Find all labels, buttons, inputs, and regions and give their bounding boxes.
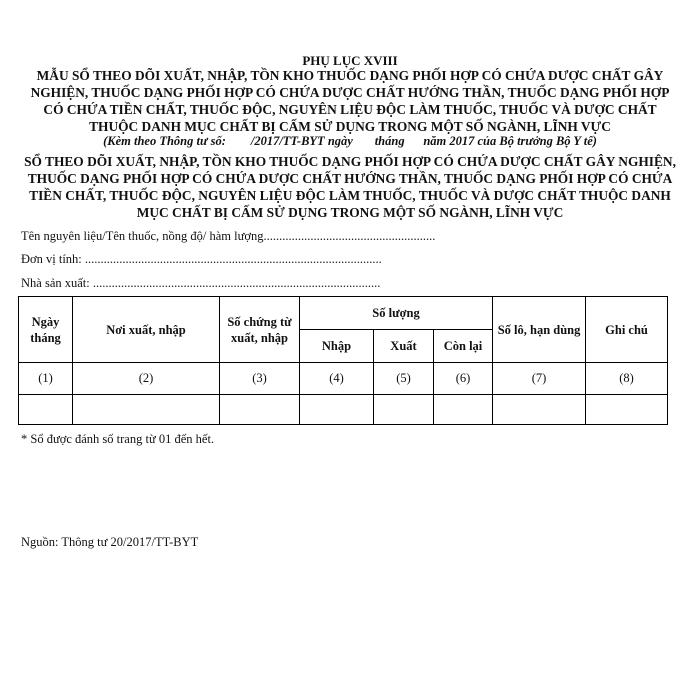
ledger-table xyxy=(18,296,668,425)
table-cell[interactable] xyxy=(300,395,374,425)
column-number: (6) xyxy=(434,363,493,395)
header-export: Xuất xyxy=(374,330,434,363)
column-number: (3) xyxy=(220,363,300,395)
appendix-title: PHỤ LỤC XVIII xyxy=(302,53,398,68)
header-remaining: Còn lại xyxy=(434,330,493,363)
table-cell[interactable] xyxy=(586,395,668,425)
column-number: (8) xyxy=(586,363,668,395)
column-number: (1) xyxy=(19,363,73,395)
header-note: Ghi chú xyxy=(586,297,668,363)
table-cell[interactable] xyxy=(434,395,493,425)
table-cell[interactable] xyxy=(220,395,300,425)
table-cell[interactable] xyxy=(73,395,220,425)
table-cell[interactable] xyxy=(19,395,73,425)
column-number-row xyxy=(19,363,668,395)
form-title: MẪU SỔ THEO DÕI XUẤT, NHẬP, TỒN KHO THUỐC DẠNG PHỐI HỢP CÓ CHỨA DƯỢC CHẤT GÂY NGHIỆN, THUỐC DẠNG PHỐI HỢP CÓ CHỨA DƯỢC CHẤT HƯỚNG THẦN, THUỐC DẠNG PHỐI HỢP CÓ CHỨA TIỀN CHẤT, THUỐC ĐỘC, NGUYÊN LIỆU ĐỘC LÀM THUỐC, THUỐC VÀ DƯỢC CHẤT THUỘC DANH MỤC CHẤT BỊ CẤM SỬ DỤNG TRONG MỘT SỐ NGÀNH, LĨNH VỰC xyxy=(30,68,670,134)
table-cell[interactable] xyxy=(493,395,586,425)
column-number: (7) xyxy=(493,363,586,395)
ingredient-field[interactable]: Tên nguyên liệu/Tên thuốc, nồng độ/ hàm lượng....................................................... xyxy=(21,229,436,243)
table-row xyxy=(19,395,668,425)
column-number: (5) xyxy=(374,363,434,395)
header-date: Ngày tháng xyxy=(19,297,73,363)
header-import: Nhập xyxy=(300,330,374,363)
header-lot: Số lô, hạn dùng xyxy=(493,297,586,363)
column-number: (2) xyxy=(73,363,220,395)
ledger-title: SỔ THEO DÕI XUẤT, NHẬP, TỒN KHO THUỐC DẠNG PHỐI HỢP CÓ CHỨA DƯỢC CHẤT GÂY NGHIỆN, THUỐC DẠNG PHỐI HỢP CÓ CHỨA DƯỢC CHẤT HƯỚNG THẦN, THUỐC DẠNG PHỐI HỢP CÓ CHỨA TIỀN CHẤT, THUỐC ĐỘC, NGUYÊN LIỆU ĐỘC LÀM THUỐC, THUỐC VÀ DƯỢC CHẤT THUỘC DANH MỤC CHẤT BỊ CẤM SỬ DỤNG TRONG MỘT SỐ NGÀNH, LĨNH VỰC xyxy=(24,154,676,220)
header-quantity: Số lượng xyxy=(300,297,493,330)
attachment-note: (Kèm theo Thông tư số: /2017/TT-BYT ngày tháng năm 2017 của Bộ trưởng Bộ Y tế) xyxy=(103,134,597,148)
manufacturer-field[interactable]: Nhà sản xuất: ............................................................................................ xyxy=(21,276,381,290)
footnote: * Sổ được đánh số trang từ 01 đến hết. xyxy=(21,432,215,446)
column-number: (4) xyxy=(300,363,374,395)
source-note: Nguồn: Thông tư 20/2017/TT-BYT xyxy=(21,535,199,549)
header-place: Nơi xuất, nhập xyxy=(73,297,220,363)
unit-field[interactable]: Đơn vị tính: ............................................................................................... xyxy=(21,252,382,266)
table-cell[interactable] xyxy=(374,395,434,425)
header-voucher: Số chứng từ xuất, nhập xyxy=(220,297,300,363)
